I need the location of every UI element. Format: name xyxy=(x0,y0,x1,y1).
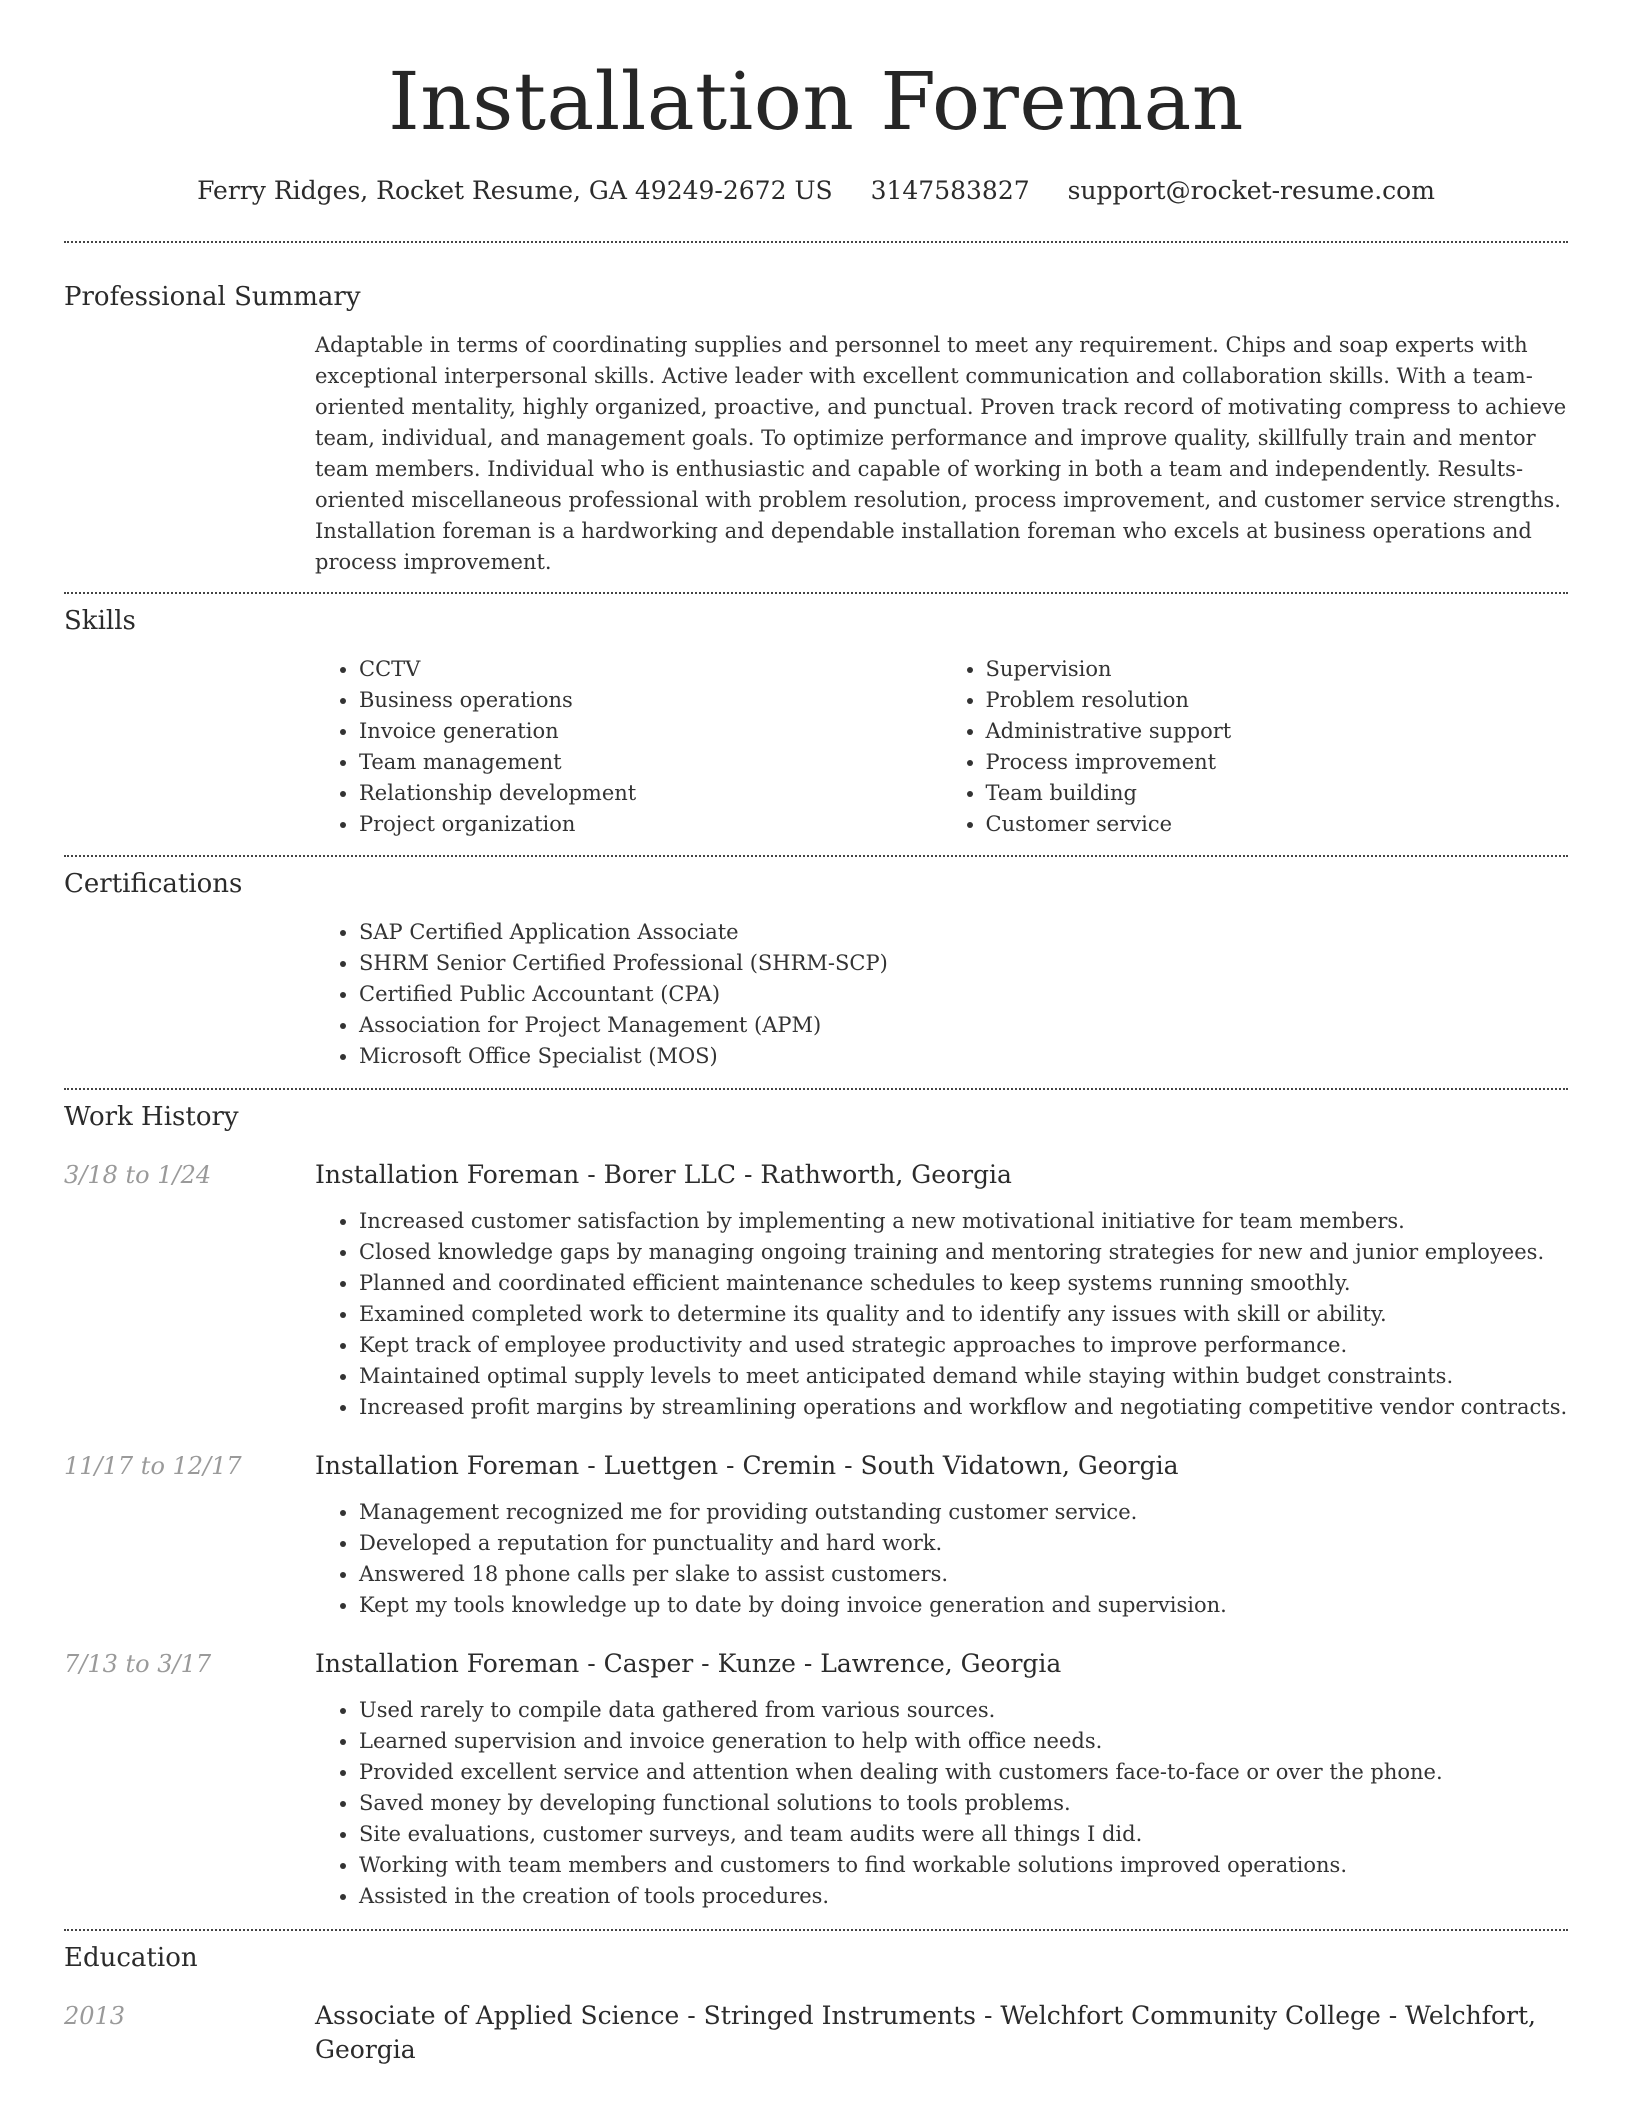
contact-line xyxy=(64,174,1568,208)
job-bullet: • Maintained optimal supply levels to meet anticipated demand while staying within budget constraints. xyxy=(359,1361,1568,1392)
skill-item: • Relationship development xyxy=(359,778,942,809)
skill-item: • CCTV xyxy=(359,654,942,685)
certifications-heading: Certifications xyxy=(64,869,243,899)
certification-item: • SAP Certified Application Associate xyxy=(359,917,1568,948)
job-date: 3/18 to 1/24 xyxy=(64,1161,212,1189)
skill-item: • Customer service xyxy=(986,809,1569,840)
job-bullet: • Answered 18 phone calls per slake to assist customers. xyxy=(359,1559,1568,1590)
job-bullet: • Saved money by developing functional solutions to tools problems. xyxy=(359,1788,1568,1819)
certification-item: • Certified Public Accountant (CPA) xyxy=(359,979,1568,1010)
job-bullet: • Used rarely to compile data gathered from various sources. xyxy=(359,1695,1568,1726)
education-entry xyxy=(64,1999,1568,2067)
job-bullets xyxy=(315,1497,1568,1621)
skills-heading: Skills xyxy=(64,606,136,636)
skill-item: • Team management xyxy=(359,747,942,778)
job-bullet: • Increased profit margins by streamlining operations and workflow and negotiating competitive vendor contracts. xyxy=(359,1392,1568,1423)
skill-item: • Project organization xyxy=(359,809,942,840)
job-bullet: • Kept track of employee productivity and used strategic approaches to improve performance. xyxy=(359,1330,1568,1361)
skill-item: • Team building xyxy=(986,778,1569,809)
education-heading: Education xyxy=(64,1943,198,1973)
skill-item: • Administrative support xyxy=(986,716,1569,747)
job-bullets xyxy=(315,1206,1568,1423)
job-bullet: • Provided excellent service and attention when dealing with customers face-to-face or over the phone. xyxy=(359,1757,1568,1788)
job-bullet: • Kept my tools knowledge up to date by doing invoice generation and supervision. xyxy=(359,1590,1568,1621)
skills-list-right xyxy=(942,654,1569,840)
job-bullet: • Closed knowledge gaps by managing ongoing training and mentoring strategies for new and junior employees. xyxy=(359,1237,1568,1268)
skill-item: • Invoice generation xyxy=(359,716,942,747)
certification-item: • Association for Project Management (APM) xyxy=(359,1010,1568,1041)
contact-email: support@rocket-resume.com xyxy=(1067,176,1435,205)
job-bullet: • Examined completed work to determine its quality and to identify any issues with skill or ability. xyxy=(359,1299,1568,1330)
contact-phone: 3147583827 xyxy=(870,176,1030,205)
certification-item: • Microsoft Office Specialist (MOS) xyxy=(359,1041,1568,1072)
skill-item: • Problem resolution xyxy=(986,685,1569,716)
certifications-section xyxy=(64,857,1568,1072)
certifications-list xyxy=(315,917,1568,1072)
job-title: Installation Foreman - Luettgen - Cremin - South Vidatown, Georgia xyxy=(315,1451,1179,1480)
job-date: 7/13 to 3/17 xyxy=(64,1650,212,1678)
contact-address: Ferry Ridges, Rocket Resume, GA 49249-2672 US xyxy=(197,176,833,205)
job-entry xyxy=(64,1449,1568,1621)
skill-item: • Business operations xyxy=(359,685,942,716)
work-history-heading: Work History xyxy=(64,1102,239,1132)
job-bullet: • Working with team members and customers to find workable solutions improved operations. xyxy=(359,1850,1568,1881)
summary-heading: Professional Summary xyxy=(64,282,361,312)
job-bullet: • Assisted in the creation of tools procedures. xyxy=(359,1881,1568,1912)
skill-item: • Supervision xyxy=(986,654,1569,685)
job-bullet: • Site evaluations, customer surveys, and team audits were all things I did. xyxy=(359,1819,1568,1850)
job-bullets xyxy=(315,1695,1568,1912)
skill-item: • Process improvement xyxy=(986,747,1569,778)
education-date: 2013 xyxy=(64,2002,126,2030)
education-title: Associate of Applied Science - Stringed Instruments - Welchfort Community College - Welchfort, Georgia xyxy=(315,2001,1536,2064)
job-bullet: • Learned supervision and invoice generation to help with office needs. xyxy=(359,1726,1568,1757)
summary-section xyxy=(64,243,1568,578)
work-history-section xyxy=(64,1090,1568,1912)
job-title: Installation Foreman - Casper - Kunze - Lawrence, Georgia xyxy=(315,1649,1062,1678)
job-entry xyxy=(64,1647,1568,1912)
candidate-name: Installation Foreman xyxy=(388,55,1244,148)
job-entry xyxy=(64,1158,1568,1423)
summary-text: Adaptable in terms of coordinating supplies and personnel to meet any requirement. Chips and soap experts with exceptional interpersonal skills. Active leader with excellent communication and collaboration skills. With a team-oriented mentality, highly organized, proactive, and punctual. Proven track record of motivating compress to achieve team, individual, and management goals. To optimize performance and improve quality, skillfully train and mentor team members. Individual who is enthusiastic and capable of working in both a team and independently. Results-oriented miscellaneous professional with problem resolution, process improvement, and customer service strengths. Installation foreman is a hardworking and dependable installation foreman who excels at business operations and process improvement. xyxy=(315,333,1567,574)
skills-section xyxy=(64,594,1568,840)
skills-list-left xyxy=(315,654,942,840)
certification-item: • SHRM Senior Certified Professional (SHRM-SCP) xyxy=(359,948,1568,979)
education-section xyxy=(64,1931,1568,2067)
job-bullet: • Planned and coordinated efficient maintenance schedules to keep systems running smoothly. xyxy=(359,1268,1568,1299)
job-title: Installation Foreman - Borer LLC - Rathworth, Georgia xyxy=(315,1160,1012,1189)
job-date: 11/17 to 12/17 xyxy=(64,1452,242,1480)
job-bullet: • Management recognized me for providing outstanding customer service. xyxy=(359,1497,1568,1528)
job-bullet: • Increased customer satisfaction by implementing a new motivational initiative for team members. xyxy=(359,1206,1568,1237)
job-bullet: • Developed a reputation for punctuality and hard work. xyxy=(359,1528,1568,1559)
resume-header xyxy=(64,0,1568,208)
